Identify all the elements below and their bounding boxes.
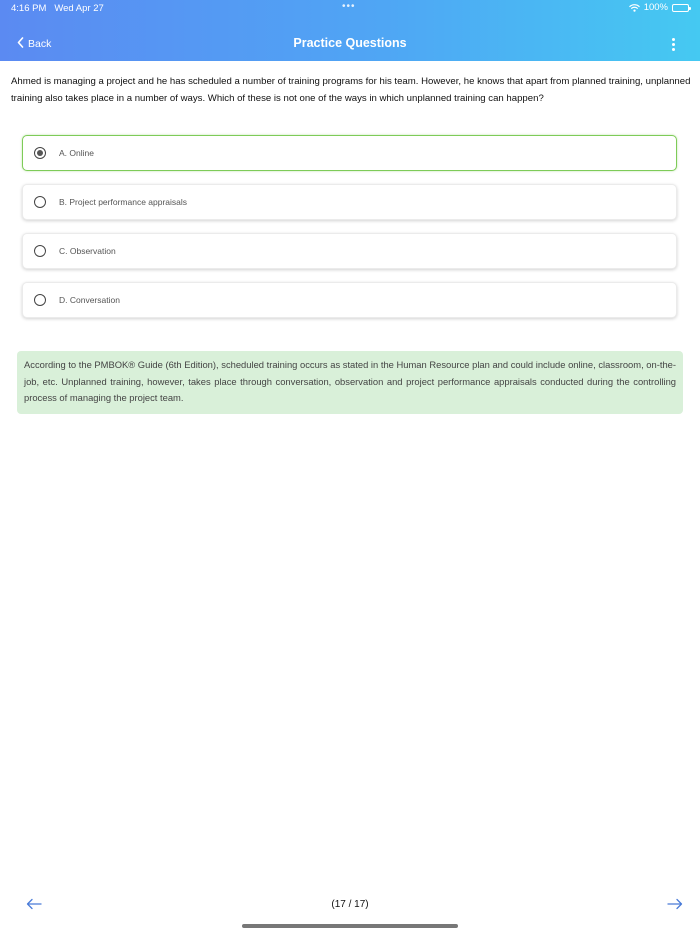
radio-icon[interactable] (34, 294, 46, 306)
option-label: B. Project performance appraisals (59, 197, 188, 207)
status-date-value: Wed Apr 27 (54, 3, 104, 14)
home-indicator[interactable] (242, 924, 458, 928)
battery-percent: 100% (643, 2, 668, 13)
wifi-icon (629, 4, 640, 12)
header (0, 0, 700, 61)
radio-icon[interactable] (34, 196, 46, 208)
more-vertical-icon[interactable] (670, 38, 676, 52)
radio-selected-icon[interactable] (34, 147, 46, 159)
option-label: A. Online (59, 148, 94, 158)
back-label: Back (28, 38, 52, 50)
option-a[interactable] (22, 135, 677, 171)
explanation-panel: According to the PMBOK® Guide (6th Edition), scheduled training occurs as stated in the Human Resource plan and could include online, classroom, on-the-job, etc. Unplanned training, however, takes place through conversation, observation and project performance appraisals conducted during the controlling process of managing the project team. (17, 351, 683, 414)
status-time (11, 3, 104, 14)
page-counter: (17 / 17) (331, 899, 369, 910)
status-right (629, 2, 689, 13)
multitasking-dots[interactable]: ••• (342, 1, 356, 12)
option-label: C. Observation (59, 246, 116, 256)
option-label: D. Conversation (59, 295, 120, 305)
arrow-right-icon[interactable] (667, 897, 683, 915)
question-text: Ahmed is managing a project and he has scheduled a number of training programs for his team. However, he knows that apart from planned training, unplanned training also takes place in a number of ways. Which of these is not one of the ways in which unplanned training can happen? (11, 76, 691, 104)
status-time-value: 4:16 PM (11, 3, 47, 14)
option-d[interactable] (22, 282, 677, 318)
option-c[interactable] (22, 233, 677, 269)
option-b[interactable] (22, 184, 677, 220)
page-title: Practice Questions (293, 36, 407, 50)
battery-icon (672, 4, 689, 12)
radio-icon[interactable] (34, 245, 46, 257)
